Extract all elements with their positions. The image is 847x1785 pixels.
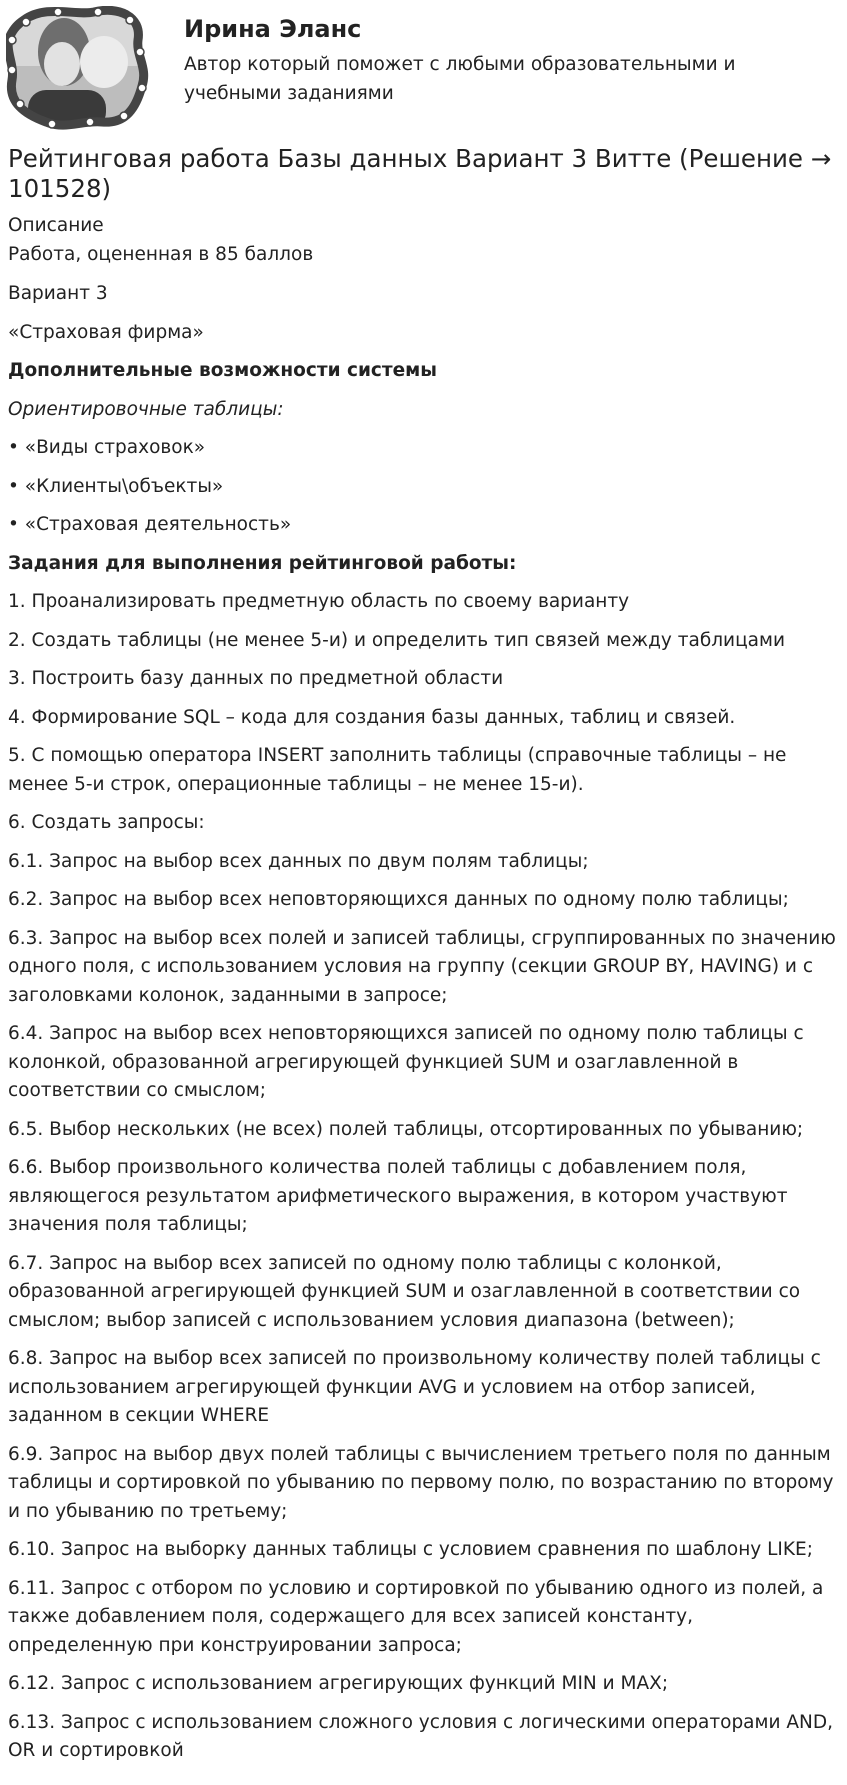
task-item: 5. С помощью оператора INSERT заполнить таблицы (справочные таблицы – не менее 5-и строк, операционные таблицы – не менее 15-и). bbox=[8, 745, 787, 795]
query-item: 6.2. Запрос на выбор всех неповторяющихся данных по одному полю таблицы; bbox=[8, 889, 789, 910]
variant-subject: «Страховая фирма» bbox=[8, 321, 204, 343]
query-item: 6.12. Запрос с использованием агрегирующих функций MIN и MAX; bbox=[8, 1673, 669, 1694]
query-item: 6.4. Запрос на выбор всех неповторяющихся записей по одному полю таблицы с колонкой, образованной агрегирующей функцией SUM и озаглавленной в соответствии со смыслом; bbox=[8, 1023, 804, 1101]
work-content bbox=[8, 144, 836, 1776]
author-name[interactable]: Ирина Эланс bbox=[184, 15, 362, 43]
variant-number: Вариант 3 bbox=[8, 283, 108, 304]
score-line: Работа, оцененная в 85 баллов bbox=[8, 243, 314, 265]
query-item: 6.11. Запрос с отбором по условию и сортировкой по убыванию одного из полей, а также добавлением поля, содержащего для всех записей константу, определенную при конструировании запроса; bbox=[8, 1577, 824, 1656]
page-title: Рейтинговая работа Базы данных Вариант 3 Витте (Решение → 101528) bbox=[8, 144, 832, 203]
task-item: 2. Создать таблицы (не менее 5-и) и определить тип связей между таблицами bbox=[8, 629, 785, 651]
task-item: 6. Создать запросы: bbox=[8, 812, 205, 833]
query-item: 6.7. Запрос на выбор всех записей по одному полю таблицы с колонкой, образованной агрегирующей функцией SUM и озаглавленной в соответствии со смыслом; выбор записей с использованием условия диапазона (between); bbox=[8, 1252, 801, 1331]
list-item: • «Клиенты\объекты» bbox=[8, 475, 224, 497]
task-item: 3. Построить базу данных по предметной области bbox=[8, 668, 504, 689]
query-item: 6.6. Выбор произвольного количества полей таблицы с добавлением поля, являющегося результатом арифметического выражения, в котором участвуют значения поля таблицы; bbox=[8, 1157, 788, 1235]
author-card bbox=[6, 6, 836, 130]
description-label: Описание bbox=[8, 215, 104, 236]
section-heading-features: Дополнительные возможности системы bbox=[8, 360, 437, 381]
query-item: 6.10. Запрос на выборку данных таблицы с условием сравнения по шаблону LIKE; bbox=[8, 1539, 813, 1560]
avatar[interactable] bbox=[6, 6, 154, 130]
query-item: 6.5. Выбор нескольких (не всех) полей таблицы, отсортированных по убыванию; bbox=[8, 1118, 804, 1140]
query-item: 6.13. Запрос с использованием сложного условия с логическими операторами AND, OR и сортировкой bbox=[8, 1711, 834, 1761]
query-item: 6.9. Запрос на выбор двух полей таблицы с вычислением третьего поля по данным таблицы и сортировкой по убыванию по первому полю, по возрастанию по второму и по убыванию по третьему; bbox=[8, 1443, 834, 1522]
query-item: 6.3. Запрос на выбор всех полей и записей таблицы, сгруппированных по значению одного поля, с использованием условия на группу (секции GROUP BY, HAVING) и с заголовками колонок, заданными в запросе; bbox=[8, 927, 836, 1006]
author-photo-avatar bbox=[6, 6, 154, 130]
query-item: 6.8. Запрос на выбор всех записей по произвольному количеству полей таблицы с использованием агрегирующей функции AVG и условием на отбор записей, заданном в секции WHERE bbox=[8, 1348, 821, 1426]
task-item: 4. Формирование SQL – кода для создания базы данных, таблиц и связей. bbox=[8, 706, 736, 728]
query-item: 6.1. Запрос на выбор всех данных по двум полям таблицы; bbox=[8, 850, 589, 872]
section-heading-tasks: Задания для выполнения рейтинговой работы: bbox=[8, 552, 517, 574]
list-item: • «Страховая деятельность» bbox=[8, 514, 292, 535]
tables-heading: Ориентировочные таблицы: bbox=[8, 398, 284, 420]
author-description: Автор который поможет с любыми образовательными и учебными заданиями bbox=[184, 54, 736, 104]
list-item: • «Виды страховок» bbox=[8, 437, 206, 458]
task-item: 1. Проанализировать предметную область по своему варианту bbox=[8, 591, 630, 612]
